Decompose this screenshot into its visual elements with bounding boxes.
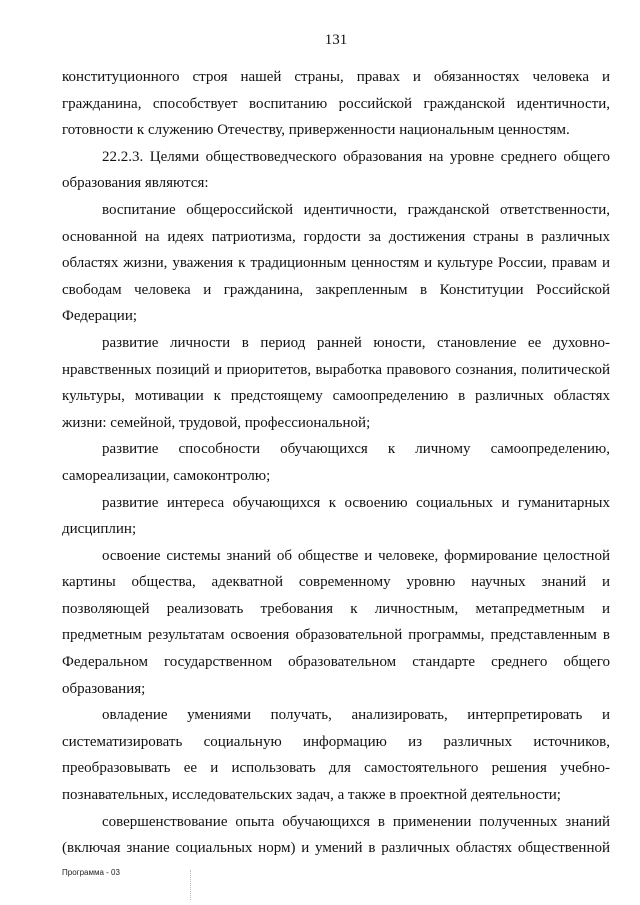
paragraph-goals-heading: 22.2.3. Целями обществоведческого образования на уровне среднего общего образования являются: [62,148,610,192]
scan-artifact-line [190,870,192,900]
page-number: 131 [324,32,348,48]
paragraph-intro: конституционного строя нашей страны, правах и обязанностях человека и гражданина, способствует воспитанию российской гражданской идентичности, готовности к служению Отечеству, приверженности национальным ценностям. [62,69,610,139]
body-text [62,64,610,862]
paragraph-goal-experience: совершенствование опыта обучающихся в применении полученных знаний (включая знание социальных норм) и умений в различных областях общественной [62,813,610,857]
paragraph-goal-knowledge: освоение системы знаний об обществе и человеке, формирование целостной картины общества, адекватной современному уровню научных знаний и позволяющей реализовать требования к личностным, метапредметным и предметным результатам освоения образовательной программы, представленным в Федеральном государственном образовательном стандарте среднего общего образования; [62,547,610,697]
page-footer: Программа - 03 [62,868,120,877]
paragraph-goal-skills: овладение умениями получать, анализировать, интерпретировать и систематизировать социальную информацию из различных источников, преобразовывать ее и использовать для самостоятельного решения учебно-познавательных, исследовательских задач, а также в проектной деятельности; [62,707,610,804]
paragraph-goal-personality: развитие личности в период ранней юности, становление ее духовно-нравственных позиций и приоритетов, выработка правового сознания, политической культуры, мотивации к предстоящему самоопределению в различных областях жизни: семейной, трудовой, профессиональной; [62,334,610,431]
paragraph-goal-identity: воспитание общероссийской идентичности, гражданской ответственности, основанной на идеях патриотизма, гордости за достижения страны в различных областях жизни, уважения к традиционным ценностям и культуре России, правам и свободам человека и гражданина, закрепленным в Конституции Российской Федерации; [62,201,610,325]
paragraph-goal-interest: развитие интереса обучающихся к освоению социальных и гуманитарных дисциплин; [62,494,610,538]
paragraph-goal-self-determination: развитие способности обучающихся к личному самоопределению, самореализации, самоконтролю; [62,441,610,484]
